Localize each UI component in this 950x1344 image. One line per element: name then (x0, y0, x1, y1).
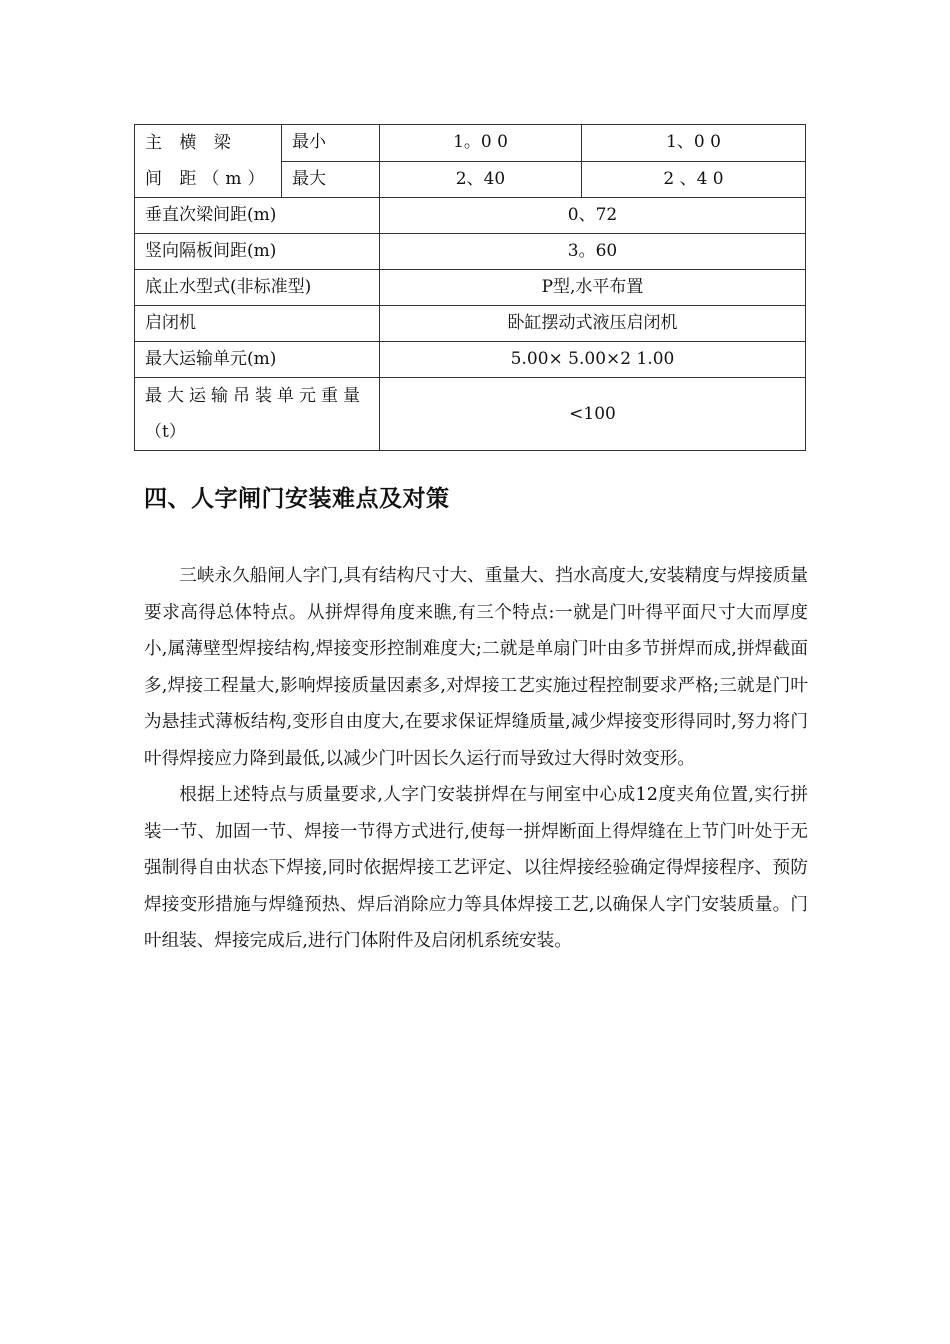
specification-table (134, 124, 806, 451)
row-label-cell (135, 306, 380, 342)
row-label-cell (135, 378, 380, 451)
row-label: 最大运输单元(m) (145, 349, 277, 369)
max-value-2: 2 、4 0 (663, 168, 724, 189)
row-value-cell (380, 234, 806, 270)
beam-spacing-label: 主 横 梁 间 距（m） (145, 133, 271, 189)
table-row (135, 342, 806, 378)
min-label: 最小 (292, 132, 326, 153)
row-value-cell (380, 270, 806, 306)
row-label: 启闭机 (145, 313, 196, 333)
row-label-cell (135, 270, 380, 306)
min-value-1: 1。0 0 (453, 132, 508, 153)
row-value: P型,水平布置 (541, 277, 644, 297)
beam-spacing-label-cell (135, 125, 282, 198)
paragraph: 三峡永久船闸人字门,具有结构尺寸大、重量大、挡水高度大,安装精度与焊接质量要求高得总体特点。从拼焊得角度来瞧,有三个特点:一就是门叶得平面尺寸大而厚度小,属薄壁型焊接结构,焊接变形控制难度大;二就是单扇门叶由多节拼焊而成,拼焊截面多,焊接工程量大,影响焊接质量因素多,对焊接工艺实施过程控制要求严格;三就是门叶为悬挂式薄板结构,变形自由度大,在要求保证焊缝质量,减少焊接变形得同时,努力将门叶得焊接应力降到最低,以减少门叶因长久运行而导致过大得时效变形。 (144, 566, 808, 769)
row-value: <100 (569, 403, 616, 424)
section-heading: 四、人字闸门安装难点及对策 (144, 486, 450, 512)
min-value-2-cell (582, 125, 806, 162)
table-row (135, 306, 806, 342)
max-value-1: 2、40 (455, 168, 506, 189)
row-label: 底止水型式(非标准型) (145, 277, 312, 297)
row-value-cell (380, 342, 806, 378)
min-label-cell (282, 125, 380, 162)
row-label-line-2: （t） (145, 422, 186, 442)
table-row (135, 198, 806, 234)
max-value-2-cell (582, 161, 806, 198)
table-row (135, 378, 806, 451)
table-row (135, 125, 806, 162)
row-value: 5.00× 5.00×2 1.00 (510, 349, 675, 369)
row-value: 0、72 (567, 205, 618, 225)
max-label-cell (282, 161, 380, 198)
row-label-cell (135, 342, 380, 378)
row-value: 卧缸摆动式液压启闭机 (507, 313, 678, 333)
row-value-cell (380, 378, 806, 451)
min-value-2: 1、0 0 (666, 132, 721, 153)
row-label-cell (135, 198, 380, 234)
row-label: 垂直次梁间距(m) (145, 205, 277, 225)
row-label: 竖向隔板间距(m) (145, 241, 277, 261)
row-value: 3。60 (567, 241, 618, 261)
row-label-cell (135, 234, 380, 270)
body-text (144, 558, 808, 960)
min-value-1-cell (380, 125, 582, 162)
max-label: 最大 (292, 168, 326, 189)
paragraph: 根据上述特点与质量要求,人字门安装拼焊在与闸室中心成12度夹角位置,实行拼装一节、加固一节、焊接一节得方式进行,使每一拼焊断面上得焊缝在上节门叶处于无强制得自由状态下焊接,同时依据焊接工艺评定、以往焊接经验确定得焊接程序、预防焊接变形措施与焊缝预热、焊后消除应力等具体焊接工艺,以确保人字门安装质量。门叶组装、焊接完成后,进行门体附件及启闭机系统安装。 (144, 785, 808, 951)
row-value-cell (380, 306, 806, 342)
max-value-1-cell (380, 161, 582, 198)
row-value-cell (380, 198, 806, 234)
table-row (135, 234, 806, 270)
row-label-line-1: 最大运输吊装单元重量 (145, 386, 365, 406)
table-row (135, 270, 806, 306)
